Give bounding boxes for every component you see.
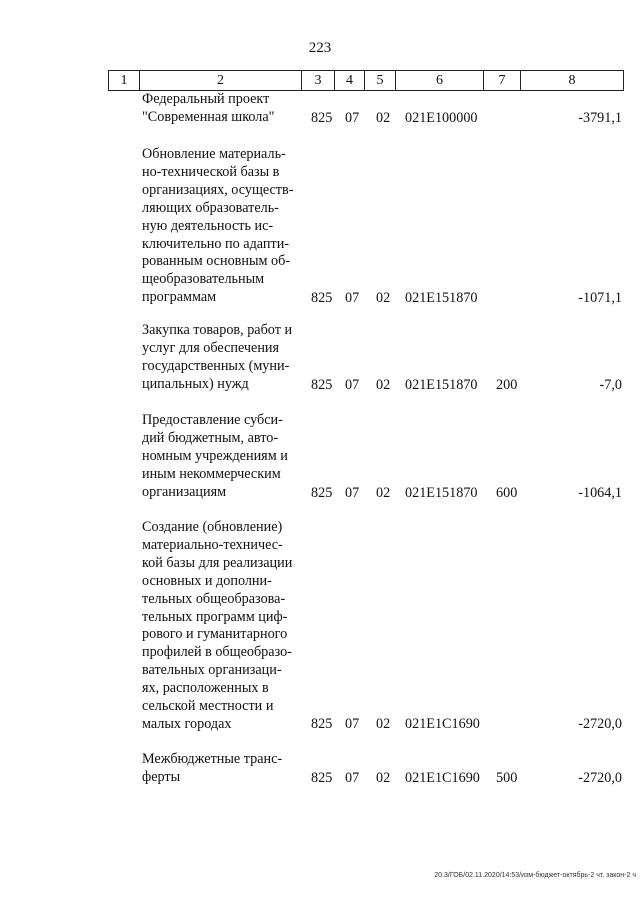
row-csr: 021E151870	[405, 290, 478, 306]
table-row	[0, 412, 640, 502]
column-header-2: 2	[140, 71, 302, 90]
column-header-3: 3	[302, 71, 335, 90]
row-csr: 021E1C1690	[405, 716, 480, 732]
table-header	[108, 70, 624, 91]
row-rz: 07	[345, 110, 360, 126]
column-header-8: 8	[568, 73, 576, 88]
row-pr: 02	[376, 377, 391, 393]
row-pr: 02	[376, 716, 391, 732]
row-sum: -2720,0	[578, 770, 622, 786]
page-number: 223	[308, 40, 332, 56]
row-name: Межбюджетные транс- ферты	[142, 751, 283, 785]
row-csr: 021E151870	[405, 485, 478, 501]
row-name: Создание (обновление) материально-техничес- кой базы для реализации основных и дополни- тельных общеобразова- тельных программ циф- рового и гуманитарного профилей в общеобразо- вательных организаци- ях, расположенных в сельской местности и малых городах	[142, 519, 293, 732]
column-header-1: 1	[109, 71, 140, 90]
column-header-4: 4	[335, 71, 365, 90]
row-ved: 825	[311, 770, 333, 786]
row-sum: -1071,1	[578, 290, 622, 306]
row-name: Предоставление субси- дий бюджетным, авто- номным учреждениям и иным некоммерческим организациям	[142, 412, 288, 500]
row-vr: 500	[496, 770, 518, 786]
row-sum: -2720,0	[578, 716, 622, 732]
row-vr: 200	[496, 377, 518, 393]
row-vr: 600	[496, 485, 518, 501]
column-header-7: 7	[484, 71, 521, 90]
row-rz: 07	[345, 290, 360, 306]
row-rz: 07	[345, 770, 360, 786]
document-footer: 20.3/ГОБ/02.11.2020/14:53/изм-бюджет-октябрь-2 чт. закон-2 ч	[434, 872, 636, 879]
row-sum: -7,0	[599, 377, 622, 393]
row-csr: 021E100000	[405, 110, 478, 126]
row-pr: 02	[376, 770, 391, 786]
row-ved: 825	[311, 290, 333, 306]
table-row	[0, 91, 640, 127]
row-ved: 825	[311, 485, 333, 501]
row-sum: -3791,1	[578, 110, 622, 126]
table-row	[0, 519, 640, 733]
row-name: Закупка товаров, работ и услуг для обеспечения государственных (муни- ципальных) нужд	[142, 322, 293, 392]
row-rz: 07	[345, 377, 360, 393]
row-rz: 07	[345, 716, 360, 732]
row-pr: 02	[376, 485, 391, 501]
table-row	[0, 146, 640, 307]
column-header-6: 6	[396, 71, 484, 90]
table-row	[0, 322, 640, 394]
row-sum: -1064,1	[578, 485, 622, 501]
row-csr: 021E151870	[405, 377, 478, 393]
row-pr: 02	[376, 290, 391, 306]
row-name: Федеральный проект "Современная школа"	[142, 91, 275, 125]
row-name: Обновление материаль- но-технической базы в организациях, осуществ- ляющих образователь- ную деятельность ис- ключительно по адапти- рованным основным об- щеобразовательным программам	[142, 146, 294, 306]
column-header-5: 5	[365, 71, 396, 90]
row-rz: 07	[345, 485, 360, 501]
row-ved: 825	[311, 110, 333, 126]
row-ved: 825	[311, 716, 333, 732]
table-row	[0, 751, 640, 787]
row-csr: 021E1C1690	[405, 770, 480, 786]
row-pr: 02	[376, 110, 391, 126]
row-ved: 825	[311, 377, 333, 393]
